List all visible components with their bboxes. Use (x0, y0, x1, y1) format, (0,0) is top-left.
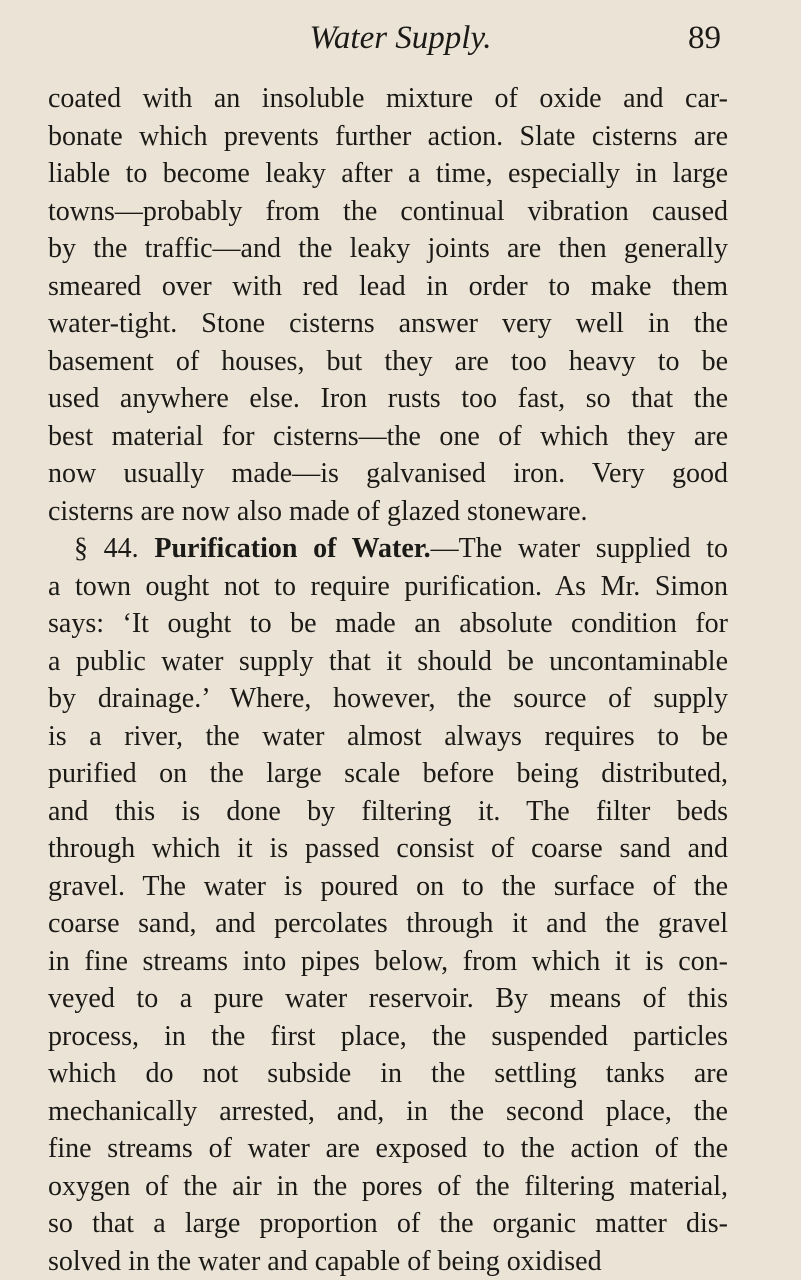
text-line: veyed to a pure water reservoir. By means of this (48, 980, 728, 1018)
text-line: used anywhere else. Iron rusts too fast, so that the (48, 380, 728, 418)
text-line: by the traffic—and the leaky joints are then generally (48, 230, 728, 268)
text-line: process, in the first place, the suspended particles (48, 1018, 728, 1056)
text-line: through which it is passed consist of coarse sand and (48, 830, 728, 868)
text-line: water-tight. Stone cisterns answer very well in the (48, 305, 728, 343)
text-line: which do not subside in the settling tanks are (48, 1055, 728, 1093)
text-line: oxygen of the air in the pores of the filtering material, (48, 1168, 728, 1206)
text-line: by drainage.’ Where, however, the source of supply (48, 680, 728, 718)
text-line: smeared over with red lead in order to make them (48, 268, 728, 306)
text-line: is a river, the water almost always requires to be (48, 718, 728, 756)
text-line: mechanically arrested, and, in the second place, the (48, 1093, 728, 1131)
section-first-line-text: —The water supplied to (431, 533, 728, 564)
text-line: so that a large proportion of the organic matter dis- (48, 1205, 728, 1243)
text-line: best material for cisterns—the one of which they are (48, 418, 728, 456)
text-line: liable to become leaky after a time, especially in large (48, 155, 728, 193)
text-line: a town ought not to require purification. As Mr. Simon (48, 568, 728, 606)
section-heading: Purification of Water. (154, 533, 430, 564)
text-line: cisterns are now also made of glazed stoneware. (48, 493, 728, 531)
running-head (0, 14, 801, 62)
text-line: coated with an insoluble mixture of oxide and car- (48, 80, 728, 118)
text-line: solved in the water and capable of being oxidised (48, 1243, 728, 1280)
text-line: coarse sand, and percolates through it and the gravel (48, 905, 728, 943)
text-line: now usually made—is galvanised iron. Very good (48, 455, 728, 493)
text-line: says: ‘It ought to be made an absolute condition for (48, 605, 728, 643)
text-line: a public water supply that it should be uncontaminable (48, 643, 728, 681)
text-line: basement of houses, but they are too heavy to be (48, 343, 728, 381)
text-line: fine streams of water are exposed to the action of the (48, 1130, 728, 1168)
section-first-line (48, 530, 728, 568)
page-number: 89 (688, 14, 721, 62)
text-line: and this is done by filtering it. The filter beds (48, 793, 728, 831)
body-text (48, 80, 728, 1280)
text-line: towns—probably from the continual vibration caused (48, 193, 728, 231)
text-line: purified on the large scale before being distributed, (48, 755, 728, 793)
text-line: gravel. The water is poured on to the surface of the (48, 868, 728, 906)
text-line: bonate which prevents further action. Slate cisterns are (48, 118, 728, 156)
section-number: § 44. (74, 533, 139, 564)
text-line: in fine streams into pipes below, from which it is con- (48, 943, 728, 981)
running-head-title: Water Supply. (0, 14, 801, 62)
